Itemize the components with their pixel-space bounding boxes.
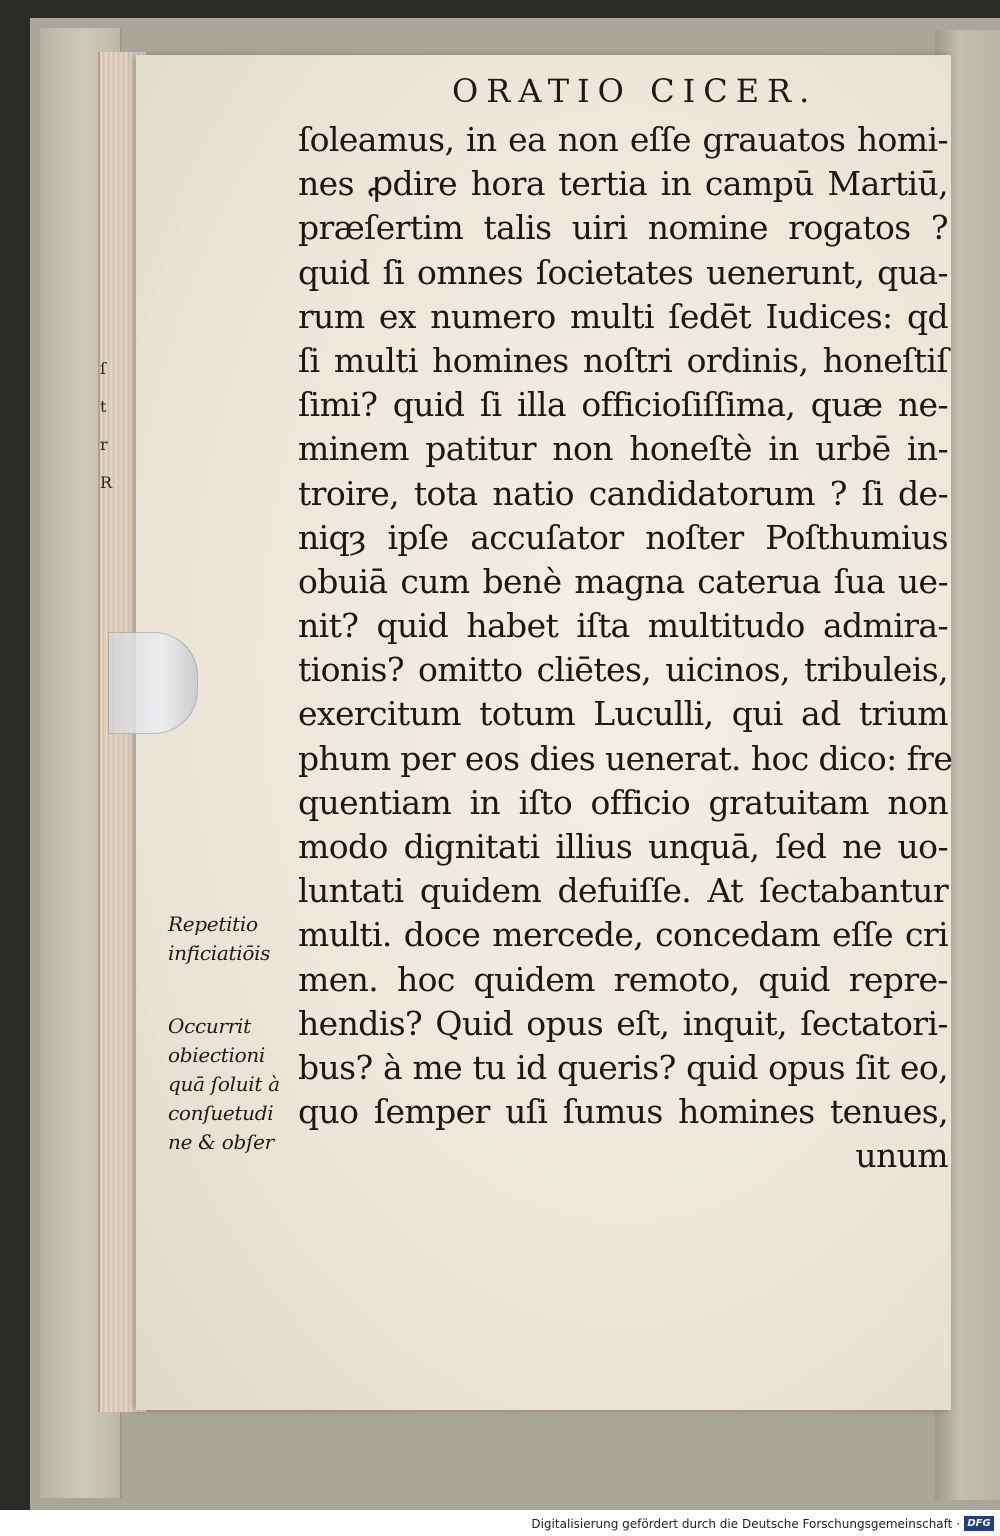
text-line: niqȝ ipſe accuſator noſter Poſthumius xyxy=(298,517,948,557)
text-line: tionis? omitto cliētes, uicinos, tribuleis, xyxy=(298,650,948,690)
margin-note-line: quā ſoluit à xyxy=(168,1072,280,1096)
catchword: unum xyxy=(855,1136,948,1176)
running-head: ORATIO CICER. xyxy=(452,72,818,110)
edge-marks: ſ t r R xyxy=(100,359,113,492)
margin-note-line: Occurrit xyxy=(168,1014,251,1038)
margin-note-occurrit xyxy=(168,1012,293,1157)
text-line: obuiā cum benè magna caterua ſua ue- xyxy=(298,561,948,601)
page-clip xyxy=(108,632,198,734)
text-line: modo dignitati illius unquā, ſed ne uo- xyxy=(298,827,948,866)
text-line: ſi multi homines noſtri ordinis, honeſtiſ xyxy=(298,340,948,380)
text-line: men. hoc quidem remoto, quid repre- xyxy=(298,959,948,999)
text-line: minem patitur non honeſtè in urbē in- xyxy=(298,429,948,469)
margin-note-line: ne & obſer xyxy=(168,1130,274,1154)
margin-note-line: obiectioni xyxy=(168,1043,266,1067)
margin-note-repetitio xyxy=(168,910,293,968)
text-line: troire, tota natio candidatorum ? ſi de- xyxy=(298,473,948,513)
text-line: quid ſi omnes ſocietates uenerunt, qua- xyxy=(298,252,948,292)
body-text xyxy=(298,118,953,1179)
text-line: luntati quidem defuiſſe. At ſectabantur xyxy=(298,871,948,911)
text-line: ſoleamus, in ea non eſſe grauatos homi- xyxy=(298,120,948,159)
text-line: hendis? Quid opus eſt, inquit, ſectatori- xyxy=(298,1003,948,1043)
text-line: ſimi? quid ſi illa officioſiſſima, quæ ne- xyxy=(298,385,948,425)
text-line: quo ſemper uſi ſumus homines tenues, xyxy=(298,1092,948,1132)
text-line: exercitum totum Luculli, qui ad trium xyxy=(298,694,948,734)
text-line: phum per eos dies uenerat. hoc dico: fre xyxy=(298,738,953,778)
margin-note-line: inficiatiōis xyxy=(168,941,271,965)
text-line: præſertim talis uiri nomine rogatos ? xyxy=(298,208,948,248)
text-line: nes ꝓdire hora tertia in campū Martiū, xyxy=(298,164,948,204)
dfg-logo: DFG xyxy=(964,1516,994,1531)
text-line: quentiam in iſto officio gratuitam non xyxy=(298,782,948,822)
margin-note-line: Repetitio xyxy=(168,912,258,936)
text-line: rum ex numero multi ſedēt Iudices: qd xyxy=(298,296,948,336)
digitization-credit: Digitalisierung gefördert durch die Deutsche Forschungsgemeinschaft · xyxy=(531,1517,960,1531)
text-line: multi. doce mercede, concedam eſſe cri xyxy=(298,915,948,955)
text-line: nit? quid habet iſta multitudo admira- xyxy=(298,606,948,646)
margin-note-line: conſuetudi xyxy=(168,1101,274,1125)
text-line: bus? à me tu id queris? quid opus ſit eo, xyxy=(298,1047,948,1087)
